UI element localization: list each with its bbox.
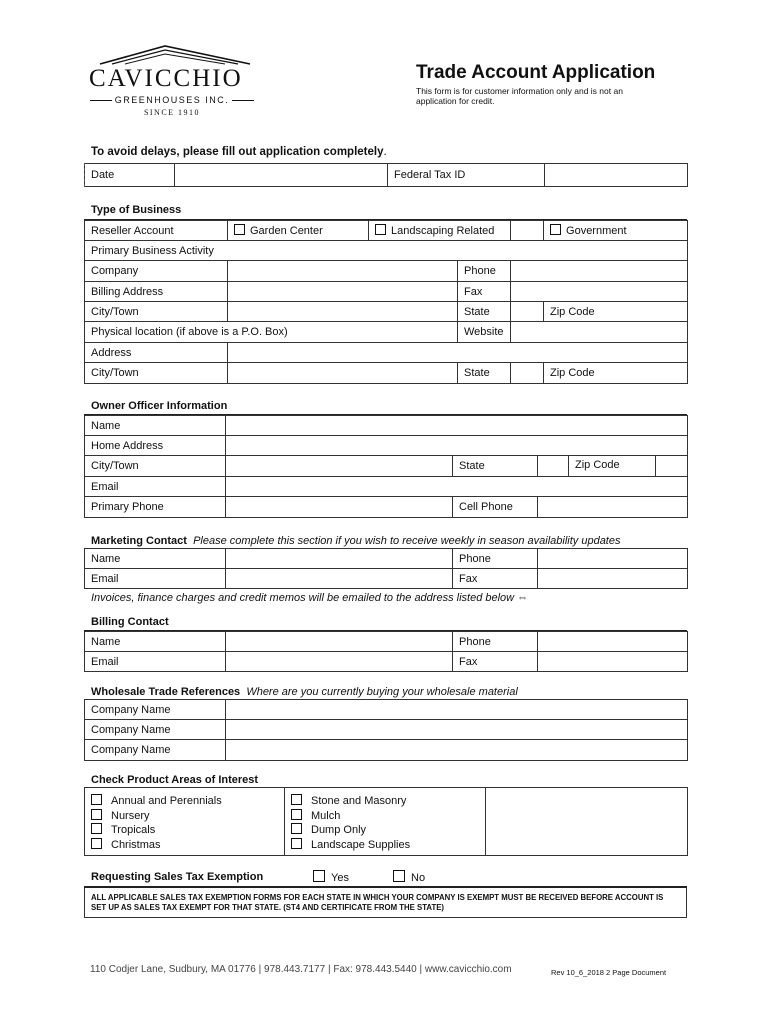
owner-state-zip (538, 456, 688, 477)
phone-label: Phone (458, 261, 511, 282)
billing-heading: Billing Contact (91, 616, 169, 628)
tax-no-label: No (411, 872, 426, 884)
product-label: Christmas (111, 838, 161, 851)
product-option[interactable] (91, 809, 284, 824)
arrow-icon: ⇔ (517, 592, 529, 604)
federal-tax-id-field[interactable] (545, 164, 688, 187)
owner-name-label: Name (85, 416, 226, 436)
marketing-phone-field[interactable] (538, 549, 688, 569)
form-title: Trade Account Application (416, 62, 656, 83)
product-checkbox[interactable] (291, 823, 302, 834)
tax-notice-box (84, 886, 687, 918)
date-field[interactable] (175, 164, 388, 187)
primary-phone-label: Primary Phone (85, 497, 226, 518)
revision-label: Rev 10_6_2018 2 Page Document (551, 968, 667, 977)
owner-state-label: State (453, 456, 538, 477)
garden-center-label: Garden Center (250, 225, 323, 237)
marketing-phone-label: Phone (453, 549, 538, 569)
company-field[interactable] (228, 261, 458, 282)
marketing-heading (91, 535, 620, 547)
owner-city-field[interactable] (226, 456, 453, 477)
cell-phone-label: Cell Phone (453, 497, 538, 518)
products-col2 (285, 788, 486, 856)
product-option[interactable] (291, 838, 485, 853)
zip-label: Zip Code (544, 302, 688, 322)
tax-no-checkbox[interactable] (393, 870, 405, 882)
address-field[interactable] (228, 343, 688, 363)
federal-tax-id-label: Federal Tax ID (388, 164, 545, 187)
product-option[interactable] (91, 838, 284, 853)
product-checkbox[interactable] (291, 838, 302, 849)
fax-field[interactable] (511, 282, 688, 302)
invoice-note-text: Invoices, finance charges and credit memos will be emailed to the address listed below (91, 592, 515, 604)
logo-roof-icon (95, 44, 255, 66)
logo-since: SINCE 1910 (143, 108, 201, 117)
government-label: Government (566, 225, 627, 237)
state2-field[interactable] (511, 363, 544, 384)
billing-name-label: Name (85, 632, 226, 652)
garden-center-option[interactable] (228, 221, 369, 241)
product-checkbox[interactable] (91, 809, 102, 820)
form-subtitle: This form is for customer information only and is not an application for credit. (416, 86, 623, 106)
footer-address: 110 Codjer Lane, Sudbury, MA 01776 | 978.443.7177 | Fax: 978.443.5440 | www.cavicchio.com (90, 964, 512, 975)
billing-email-field[interactable] (226, 652, 453, 672)
product-option[interactable] (291, 823, 485, 838)
logo-name: CAVICCHIO (89, 65, 243, 92)
intro-tail: . (383, 146, 387, 158)
email-label: Email (85, 477, 226, 497)
physical-location-label: Physical location (if above is a P.O. Box) (85, 322, 458, 343)
billing-phone-field[interactable] (538, 632, 688, 652)
company-label: Company (85, 261, 228, 282)
product-label: Tropicals (111, 824, 156, 836)
website-label: Website (458, 322, 511, 343)
tax-exemption-label: Requesting Sales Tax Exemption (91, 871, 264, 883)
product-option[interactable] (291, 809, 485, 824)
tax-yes-option[interactable] (313, 870, 349, 884)
date-label: Date (85, 164, 175, 187)
reference-3-label: Company Name (85, 740, 226, 761)
marketing-email-field[interactable] (226, 569, 453, 589)
tax-yes-checkbox[interactable] (313, 870, 325, 882)
fax-label: Fax (458, 282, 511, 302)
home-address-label: Home Address (85, 436, 226, 456)
billing-email-label: Email (85, 652, 226, 672)
state-label: State (458, 302, 511, 322)
marketing-table (84, 548, 688, 589)
billing-address-field[interactable] (228, 282, 458, 302)
reference-2-field[interactable] (226, 720, 688, 740)
landscaping-checkbox[interactable] (375, 224, 386, 235)
reference-2-label: Company Name (85, 720, 226, 740)
marketing-email-label: Email (85, 569, 226, 589)
product-checkbox[interactable] (91, 838, 102, 849)
products-col3 (486, 788, 688, 856)
product-label: Mulch (311, 809, 341, 822)
product-checkbox[interactable] (291, 809, 302, 820)
owner-name-field[interactable] (226, 416, 688, 436)
intro-bold: To avoid delays, please fill out application completely (91, 146, 384, 158)
product-label: Dump Only (311, 824, 367, 836)
owner-city-label: City/Town (85, 456, 226, 477)
logo-subtitle: GREENHOUSES INC. (90, 95, 254, 105)
type-of-business-heading: Type of Business (91, 204, 182, 216)
marketing-title: Marketing Contact (91, 535, 187, 547)
garden-center-checkbox[interactable] (234, 224, 245, 235)
tax-no-option[interactable] (393, 870, 425, 884)
invoice-note (91, 592, 528, 604)
zip2-label: Zip Code (544, 363, 688, 384)
cell-phone-field[interactable] (538, 497, 688, 518)
product-label: Nursery (111, 809, 150, 822)
billing-name-field[interactable] (226, 632, 453, 652)
billing-table (84, 631, 688, 672)
date-table (84, 163, 688, 187)
billing-fax-field[interactable] (538, 652, 688, 672)
references-heading (91, 686, 518, 698)
home-address-field[interactable] (226, 436, 688, 456)
owner-state-field[interactable] (538, 456, 569, 476)
owner-heading: Owner Officer Information (91, 400, 228, 412)
product-option[interactable] (91, 794, 284, 809)
phone-field[interactable] (511, 261, 688, 282)
state2-label: State (458, 363, 511, 384)
city-field[interactable] (228, 302, 458, 322)
references-title: Wholesale Trade References (91, 686, 241, 698)
marketing-note: Please complete this section if you wish to receive weekly in season availability updates (193, 535, 621, 547)
marketing-fax-label: Fax (453, 569, 538, 589)
reseller-account-label: Reseller Account (85, 221, 228, 241)
marketing-name-label: Name (85, 549, 226, 569)
tax-notice: ALL APPLICABLE SALES TAX EXEMPTION FORMS FOR EACH STATE IN WHICH YOUR COMPANY IS EXEMPT MUST BE RECEIVED BEFORE ACCOUNT IS SET UP AS SALES TAX EXEMPT FOR THAT STATE. (ST4 AND CERTIFICATE FROM THE STATE) (91, 893, 664, 912)
products-table (84, 787, 688, 856)
tax-yes-label: Yes (331, 872, 349, 884)
billing-phone-label: Phone (453, 632, 538, 652)
marketing-fax-field[interactable] (538, 569, 688, 589)
website-field[interactable] (511, 322, 688, 343)
owner-zip-label: Zip Code (569, 456, 656, 476)
product-label: Annual and Perennials (111, 795, 222, 807)
business-table (84, 220, 688, 384)
billing-fax-label: Fax (453, 652, 538, 672)
landscaping-label: Landscaping Related (391, 225, 495, 237)
reference-1-field[interactable] (226, 700, 688, 720)
product-label: Landscape Supplies (311, 838, 411, 851)
product-checkbox[interactable] (91, 794, 102, 805)
landscaping-option[interactable] (369, 221, 511, 241)
references-note: Where are you currently buying your wholesale material (246, 686, 518, 698)
intro-text (91, 146, 387, 158)
government-checkbox[interactable] (550, 224, 561, 235)
marketing-name-field[interactable] (226, 549, 453, 569)
owner-zip-field[interactable] (656, 456, 687, 476)
state-field[interactable] (511, 302, 544, 322)
products-col1 (85, 788, 285, 856)
reference-3-field[interactable] (226, 740, 688, 761)
city2-label: City/Town (85, 363, 228, 384)
primary-activity-label: Primary Business Activity (85, 241, 688, 261)
product-checkbox[interactable] (291, 794, 302, 805)
left-rule (84, 163, 85, 187)
reference-1-label: Company Name (85, 700, 226, 720)
product-checkbox[interactable] (91, 823, 102, 834)
city2-field[interactable] (228, 363, 458, 384)
product-option[interactable] (291, 794, 485, 809)
references-table (84, 699, 688, 761)
product-option[interactable] (91, 823, 284, 838)
product-label: Stone and Masonry (311, 795, 407, 807)
address-label: Address (85, 343, 228, 363)
primary-phone-field[interactable] (226, 497, 453, 518)
billing-address-label: Billing Address (85, 282, 228, 302)
government-option[interactable] (544, 221, 688, 241)
products-heading: Check Product Areas of Interest (91, 774, 259, 786)
business-spacer (511, 221, 544, 241)
city-label: City/Town (85, 302, 228, 322)
owner-table (84, 415, 688, 518)
email-field[interactable] (226, 477, 688, 497)
